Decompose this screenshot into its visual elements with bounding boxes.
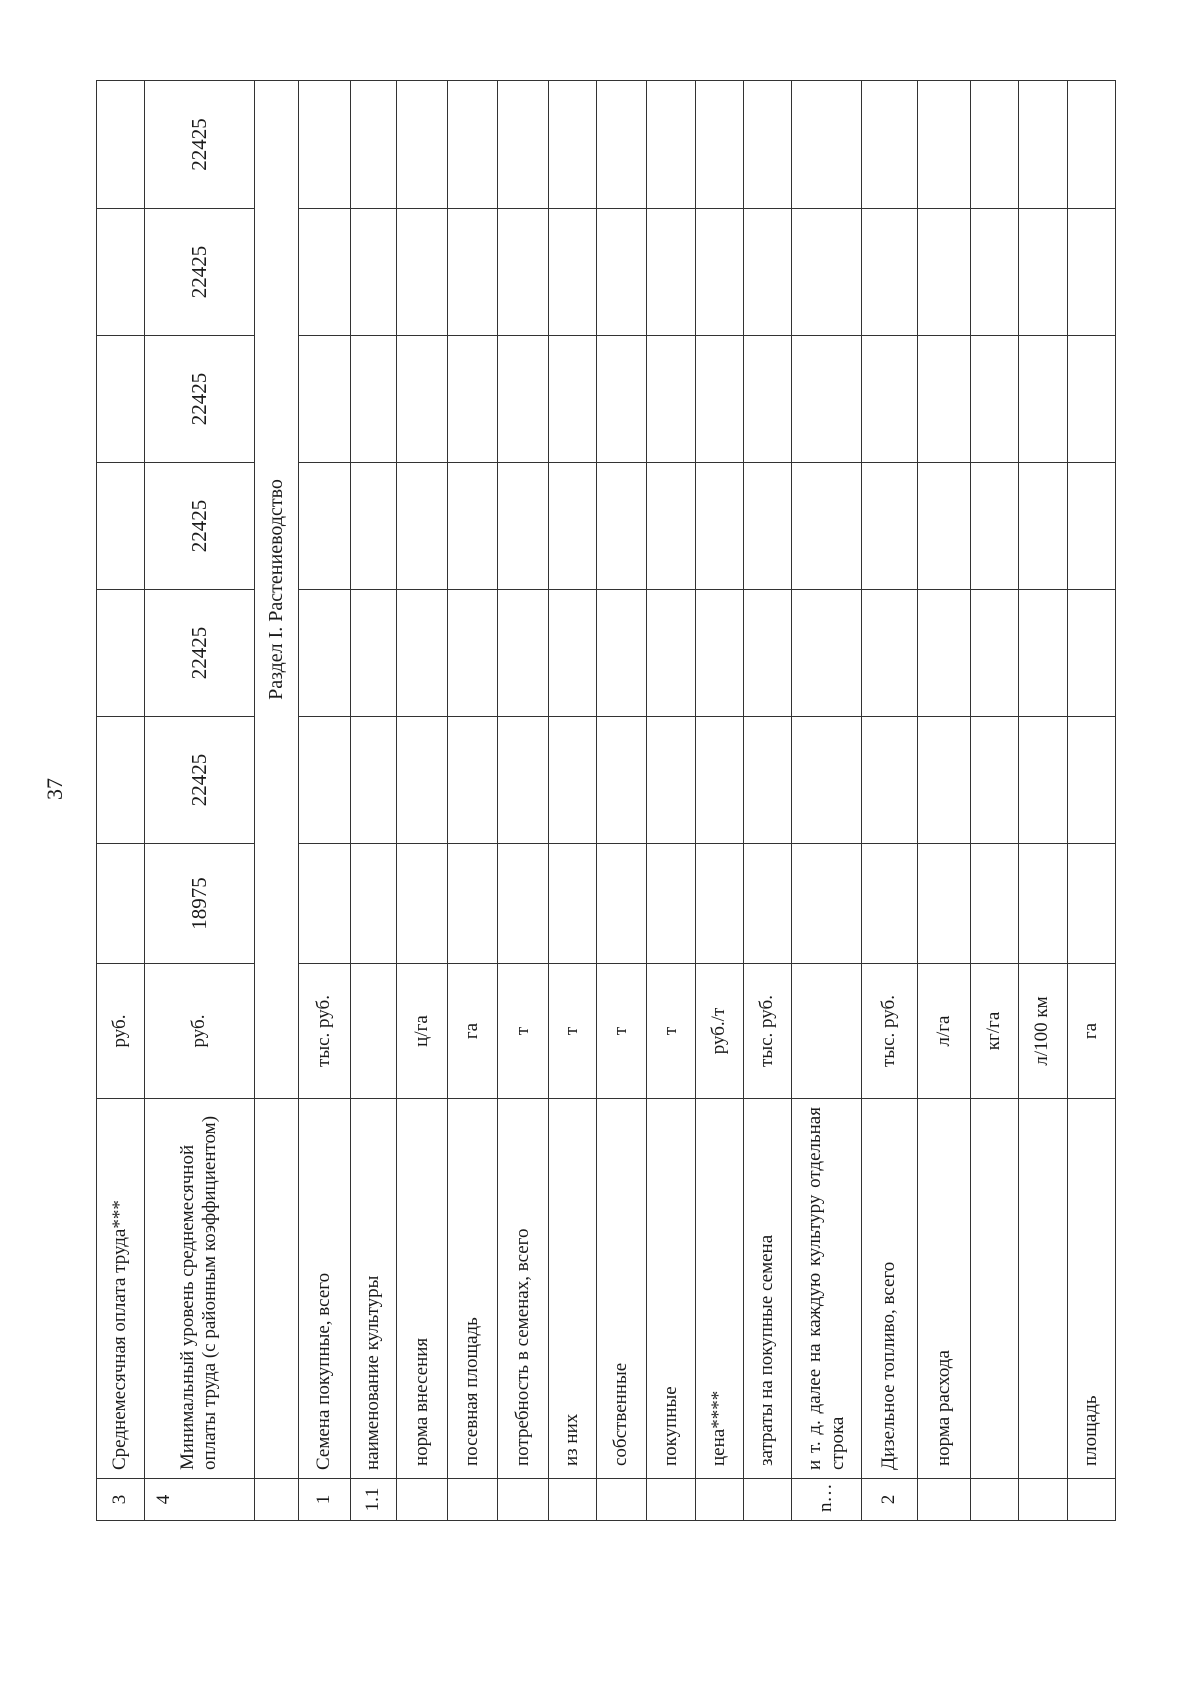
table-row — [145, 81, 254, 1521]
value-cell — [647, 463, 695, 590]
value-cell — [596, 844, 646, 964]
value-cell — [861, 209, 918, 336]
row-name: Среднемесячная оплата труда*** — [97, 1099, 145, 1479]
value-cell — [548, 209, 596, 336]
value-cell — [918, 717, 971, 844]
value-cell — [861, 590, 918, 717]
value-cell — [1019, 590, 1067, 717]
value-cell — [695, 590, 743, 717]
row-name: собственные — [596, 1099, 646, 1479]
value-cell — [744, 336, 792, 463]
row-unit: руб. — [145, 964, 254, 1099]
row-name: Минимальный уровень среднемесячной оплаты труда (с районным коэффициентом) — [145, 1099, 254, 1479]
table-row — [647, 81, 695, 1521]
value-cell — [397, 717, 447, 844]
table-row — [1019, 81, 1067, 1521]
row-name: площадь — [1067, 1099, 1115, 1479]
row-name: норма расхода — [918, 1099, 971, 1479]
value-cell — [498, 463, 548, 590]
value-cell — [548, 590, 596, 717]
value-cell — [695, 81, 743, 209]
value-cell — [970, 209, 1018, 336]
value-cell — [298, 463, 351, 590]
table-row — [498, 81, 548, 1521]
value-cell — [1067, 717, 1115, 844]
value-cell — [596, 717, 646, 844]
row-name: наименование культуры — [351, 1099, 397, 1479]
value-cell — [1019, 336, 1067, 463]
value-cell — [647, 717, 695, 844]
row-number — [695, 1479, 743, 1521]
table-row — [1067, 81, 1115, 1521]
value-cell — [351, 590, 397, 717]
row-unit: т — [498, 964, 548, 1099]
value-cell — [744, 717, 792, 844]
row-number — [918, 1479, 971, 1521]
value-cell: 22425 — [145, 336, 254, 463]
value-cell — [1067, 463, 1115, 590]
row-name — [1019, 1099, 1067, 1479]
value-cell — [1019, 209, 1067, 336]
row-number — [744, 1479, 792, 1521]
value-cell — [596, 209, 646, 336]
row-unit: га — [1067, 964, 1115, 1099]
value-cell — [861, 717, 918, 844]
value-cell — [447, 717, 497, 844]
value-cell — [447, 463, 497, 590]
table-row — [447, 81, 497, 1521]
table-row — [97, 81, 145, 1521]
row-unit: л/100 км — [1019, 964, 1067, 1099]
value-cell — [647, 590, 695, 717]
value-cell — [792, 717, 861, 844]
value-cell: 22425 — [145, 463, 254, 590]
row-name: цена**** — [695, 1099, 743, 1479]
row-unit: руб. — [97, 964, 145, 1099]
value-cell — [918, 590, 971, 717]
row-unit: руб./т — [695, 964, 743, 1099]
table-rotated-container — [96, 81, 1116, 1521]
section-row — [254, 81, 298, 1521]
value-cell — [970, 463, 1018, 590]
row-number: 4 — [145, 1479, 254, 1521]
value-cell — [97, 209, 145, 336]
row-number — [1019, 1479, 1067, 1521]
value-cell — [1067, 81, 1115, 209]
value-cell — [744, 463, 792, 590]
row-name: покупные — [647, 1099, 695, 1479]
row-number — [447, 1479, 497, 1521]
value-cell: 22425 — [145, 717, 254, 844]
value-cell — [498, 717, 548, 844]
value-cell — [397, 209, 447, 336]
value-cell — [918, 81, 971, 209]
value-cell — [970, 844, 1018, 964]
value-cell — [596, 590, 646, 717]
value-cell — [397, 590, 447, 717]
value-cell — [447, 81, 497, 209]
value-cell — [97, 590, 145, 717]
value-cell — [596, 463, 646, 590]
value-cell — [918, 844, 971, 964]
value-cell — [1019, 463, 1067, 590]
value-cell — [970, 717, 1018, 844]
value-cell — [1067, 336, 1115, 463]
value-cell — [97, 336, 145, 463]
value-cell — [397, 463, 447, 590]
value-cell — [351, 844, 397, 964]
row-name: и т. д. далее на каждую культуру отдельная строка — [792, 1099, 861, 1479]
value-cell — [548, 717, 596, 844]
value-cell — [1019, 844, 1067, 964]
value-cell — [1019, 717, 1067, 844]
row-unit: тыс. руб. — [298, 964, 351, 1099]
value-cell — [918, 463, 971, 590]
row-name: из них — [548, 1099, 596, 1479]
row-unit: тыс. руб. — [861, 964, 918, 1099]
value-cell — [596, 81, 646, 209]
section-spacer — [254, 1479, 298, 1521]
value-cell — [498, 81, 548, 209]
value-cell — [498, 209, 548, 336]
value-cell: 22425 — [145, 209, 254, 336]
row-number — [397, 1479, 447, 1521]
value-cell: 22425 — [145, 590, 254, 717]
value-cell — [792, 336, 861, 463]
value-cell — [351, 336, 397, 463]
table-row — [695, 81, 743, 1521]
value-cell — [447, 209, 497, 336]
row-number: 1.1 — [351, 1479, 397, 1521]
table-row — [792, 81, 861, 1521]
value-cell — [744, 81, 792, 209]
value-cell — [97, 844, 145, 964]
row-name: Дизельное топливо, всего — [861, 1099, 918, 1479]
value-cell — [695, 844, 743, 964]
value-cell — [792, 590, 861, 717]
row-unit: тыс. руб. — [744, 964, 792, 1099]
value-cell — [861, 336, 918, 463]
value-cell — [298, 336, 351, 463]
row-unit: ц/га — [397, 964, 447, 1099]
value-cell — [647, 209, 695, 336]
value-cell — [792, 209, 861, 336]
value-cell — [695, 717, 743, 844]
value-cell — [1067, 590, 1115, 717]
value-cell — [351, 81, 397, 209]
section-title: Раздел I. Растениеводство — [254, 81, 298, 1099]
table-row — [744, 81, 792, 1521]
row-number — [548, 1479, 596, 1521]
value-cell — [351, 463, 397, 590]
value-cell — [447, 590, 497, 717]
row-name — [970, 1099, 1018, 1479]
value-cell — [695, 463, 743, 590]
row-number — [498, 1479, 548, 1521]
value-cell — [970, 590, 1018, 717]
value-cell — [298, 209, 351, 336]
value-cell — [548, 81, 596, 209]
row-number: n… — [792, 1479, 861, 1521]
row-unit — [792, 964, 861, 1099]
value-cell — [1067, 844, 1115, 964]
table-row — [298, 81, 351, 1521]
value-cell: 22425 — [145, 81, 254, 209]
row-number: 1 — [298, 1479, 351, 1521]
value-cell — [744, 209, 792, 336]
value-cell — [447, 336, 497, 463]
value-cell — [498, 590, 548, 717]
row-unit: кг/га — [970, 964, 1018, 1099]
row-unit: л/га — [918, 964, 971, 1099]
row-number — [970, 1479, 1018, 1521]
value-cell — [861, 844, 918, 964]
table-row — [397, 81, 447, 1521]
row-number — [1067, 1479, 1115, 1521]
row-name: затраты на покупные семена — [744, 1099, 792, 1479]
value-cell — [695, 336, 743, 463]
value-cell — [397, 81, 447, 209]
value-cell — [647, 81, 695, 209]
value-cell — [744, 844, 792, 964]
table-row — [861, 81, 918, 1521]
value-cell — [548, 336, 596, 463]
row-name: посевная площадь — [447, 1099, 497, 1479]
value-cell — [970, 81, 1018, 209]
value-cell — [861, 81, 918, 209]
row-unit: т — [647, 964, 695, 1099]
value-cell — [447, 844, 497, 964]
row-number: 2 — [861, 1479, 918, 1521]
value-cell — [97, 81, 145, 209]
value-cell — [1067, 209, 1115, 336]
value-cell — [792, 81, 861, 209]
value-cell — [695, 209, 743, 336]
value-cell — [861, 463, 918, 590]
value-cell — [970, 336, 1018, 463]
table-row — [548, 81, 596, 1521]
row-unit: т — [596, 964, 646, 1099]
table-row — [970, 81, 1018, 1521]
page-number: 37 — [42, 778, 67, 800]
value-cell — [498, 844, 548, 964]
row-number — [596, 1479, 646, 1521]
value-cell — [647, 844, 695, 964]
value-cell — [918, 336, 971, 463]
value-cell — [918, 209, 971, 336]
value-cell — [351, 717, 397, 844]
value-cell — [298, 717, 351, 844]
table-row — [351, 81, 397, 1521]
row-number — [647, 1479, 695, 1521]
value-cell — [298, 844, 351, 964]
value-cell — [298, 590, 351, 717]
value-cell — [397, 844, 447, 964]
row-unit — [351, 964, 397, 1099]
row-name: потребность в семенах, всего — [498, 1099, 548, 1479]
value-cell — [351, 209, 397, 336]
section-spacer — [254, 1099, 298, 1479]
cost-table — [96, 80, 1116, 1521]
row-number: 3 — [97, 1479, 145, 1521]
table-row — [596, 81, 646, 1521]
value-cell — [548, 844, 596, 964]
row-name: Семена покупные, всего — [298, 1099, 351, 1479]
value-cell — [744, 590, 792, 717]
value-cell — [97, 717, 145, 844]
value-cell — [498, 336, 548, 463]
row-unit: га — [447, 964, 497, 1099]
value-cell — [792, 463, 861, 590]
value-cell — [792, 844, 861, 964]
value-cell — [647, 336, 695, 463]
value-cell — [1019, 81, 1067, 209]
row-unit: т — [548, 964, 596, 1099]
value-cell — [397, 336, 447, 463]
row-name: норма внесения — [397, 1099, 447, 1479]
value-cell — [97, 463, 145, 590]
value-cell: 18975 — [145, 844, 254, 964]
value-cell — [548, 463, 596, 590]
value-cell — [596, 336, 646, 463]
table-row — [918, 81, 971, 1521]
value-cell — [298, 81, 351, 209]
